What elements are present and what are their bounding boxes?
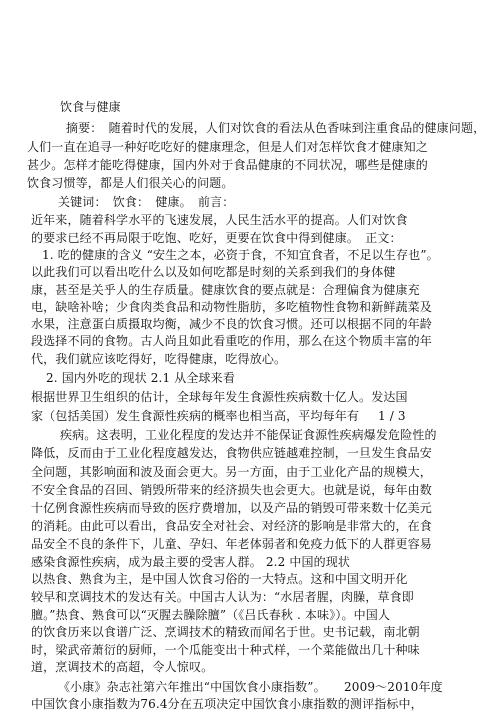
body-text-line: 感染食源性疾病，成为最主要的受害人群。 2.2 中国的现状: [31, 555, 351, 569]
abstract-line: 人们一直在追寻一种好吃吃好的健康理念，但是人们对怎样饮食才健康知之: [27, 140, 428, 154]
body-text-line: 中国饮食小康指数为76.4分在五项决定中国饮食小康指数的测评指标中，: [31, 697, 423, 711]
page-number: 1 / 3: [378, 409, 406, 423]
body-text-line: 不安全食品的召回、销毁所带来的经济损失也会更大。也就是说，每年由数: [31, 483, 432, 497]
preface-line: 的要求已经不再局限于吃饱、吃好，更要在饮食中得到健康。 正文：: [31, 231, 402, 245]
abstract-line: 饮食习惯等，都是人们很关心的问题。: [27, 176, 234, 190]
body-text-line: 以此我们可以看出吃什么以及如何吃都是时刻的关系到我们的身体健: [31, 265, 396, 279]
document-title: 饮食与健康: [60, 100, 121, 114]
abstract-line: 摘要： 随着时代的发展，人们对饮食的看法从色香味到注重食品的健康问题，: [66, 121, 486, 135]
body-text-line: 以热食、熟食为主，是中国人饮食习俗的一大特点。这和中国文明开化: [31, 572, 408, 586]
body-text-line: 电，缺啥补啥；少食肉类食品和动物性脂肪，多吃植物性食物和新鲜蔬菜及: [31, 300, 432, 314]
body-text-line: 的消耗。由此可以看出，食品安全对社会、对经济的影响是非常大的，在食: [31, 519, 432, 533]
body-text-line: 品安全不良的条件下，儿童、孕妇、年老体弱者和免疫力低下的人群更容易: [31, 537, 432, 551]
body-text-line: 《小康》杂志社第六年推出“中国饮食小康指数”。 2009～2010年度: [58, 680, 443, 694]
body-text-line: 家（包括美国）发生食源性疾病的概率也相当高，平均每年有: [31, 409, 360, 423]
preface-line: 近年来，随着科学水平的飞速发展，人民生活水平的提高。人们对饮食: [31, 213, 408, 227]
body-text-line: 道，烹调技术的高超，令人惊叹。: [31, 660, 214, 674]
body-text-line: 时，梁武帝萧衍的厨师，一个瓜能变出十种式样，一个菜能做出几十种味: [31, 643, 420, 657]
abstract-line: 甚少。怎样才能吃得健康，国内外对于食品健康的不同状况，哪些是健康的: [27, 158, 428, 172]
body-text-line: 段选择不同的食物。古人尚且如此看重吃的作用，那么在这个物质丰富的年: [31, 334, 432, 348]
section-heading-line: 2. 国内外吃的现状 2.1 从全球来看: [46, 371, 235, 385]
body-text-line: 水果，注意蛋白质摄取均衡，减少不良的饮食习惯。还可以根据不同的年龄: [31, 317, 432, 331]
body-text-line: 较早和烹调技术的发达有关。中国古人认为：“水居者腥，肉臊，草食即: [31, 590, 414, 604]
body-text-line: 康，甚至是关乎人的生存质量。健康饮食的要点就是：合理偏食为健康充: [31, 283, 420, 297]
body-text-line: 十亿例食源性疾病而导致的医疗费增加，以及产品的销毁可带来数十亿美元: [31, 501, 432, 515]
body-text-line: 全问题，其影响面和波及面会更大。另一方面，由于工业化产品的规模大，: [31, 465, 432, 479]
section-heading-line: 1. 吃的健康的含义 “安生之本，必资于食，不知宜食者，不足以生存也”。: [42, 248, 439, 262]
body-text-line: 降低，反而由于工业化程度越发达，食物供应链越难控制，一旦发生食品安: [31, 446, 432, 460]
body-text-line: 疾病。这表明，工业化程度的发达并不能保证食源性疾病爆发危险性的: [60, 428, 437, 442]
body-text-line: 膻。”热食、熟食可以“灭腥去臊除膻”（《吕氏春秋 . 本味》）。中国人: [31, 608, 391, 622]
keywords-line: 关键词： 饮食： 健康。 前言：: [58, 195, 235, 209]
body-text-line: 根据世界卫生组织的估计，全球每年发生食源性疾病数十亿人。发达国: [31, 390, 408, 404]
body-text-line: 代，我们就应该吃得好，吃得健康，吃得放心。: [31, 352, 287, 366]
body-text-line: 的饮食历来以食谱广泛、烹调技术的精致而闻名于世。史书记载，南北朝: [31, 625, 420, 639]
